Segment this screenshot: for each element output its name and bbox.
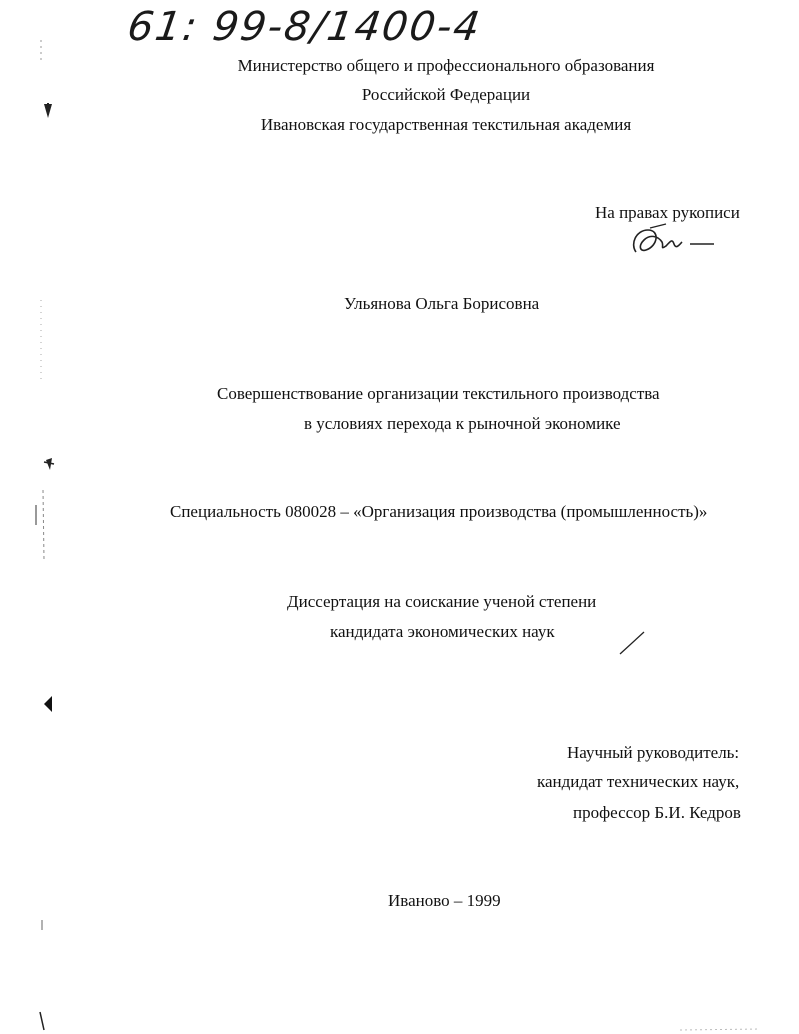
country-line: Российской Федерации [361,85,531,104]
academy-line: Ивановская государственная текстильная академия [260,115,632,134]
rights-note: На правах рукописи [595,203,740,222]
dissertation-line-2: кандидата экономических наук [330,622,555,641]
title-line-1: Совершенствование организации текстильного производства [217,384,660,403]
ministry-line: Министерство общего и профессионального образования [237,56,655,75]
margin-marks-icon [0,0,60,1034]
scan-smudge [680,1024,760,1032]
title-line-2: в условиях перехода к рыночной экономике [304,414,621,433]
supervisor-degree: кандидат технических наук, [537,772,740,791]
supervisor-heading: Научный руководитель: [567,743,740,762]
author-name: Ульянова Ольга Борисовна [344,294,540,313]
dissertation-line-1: Диссертация на соискание ученой степени [287,592,597,611]
supervisor-name: профессор Б.И. Кедров [573,803,741,822]
signature-icon [626,222,716,258]
pen-stroke-icon [618,630,646,656]
archive-code: 61: 99-8/1400-4 [124,4,485,50]
specialty-line: Специальность 080028 – «Организация производства (промышленность)» [170,502,708,521]
place-year: Иваново – 1999 [388,891,501,910]
